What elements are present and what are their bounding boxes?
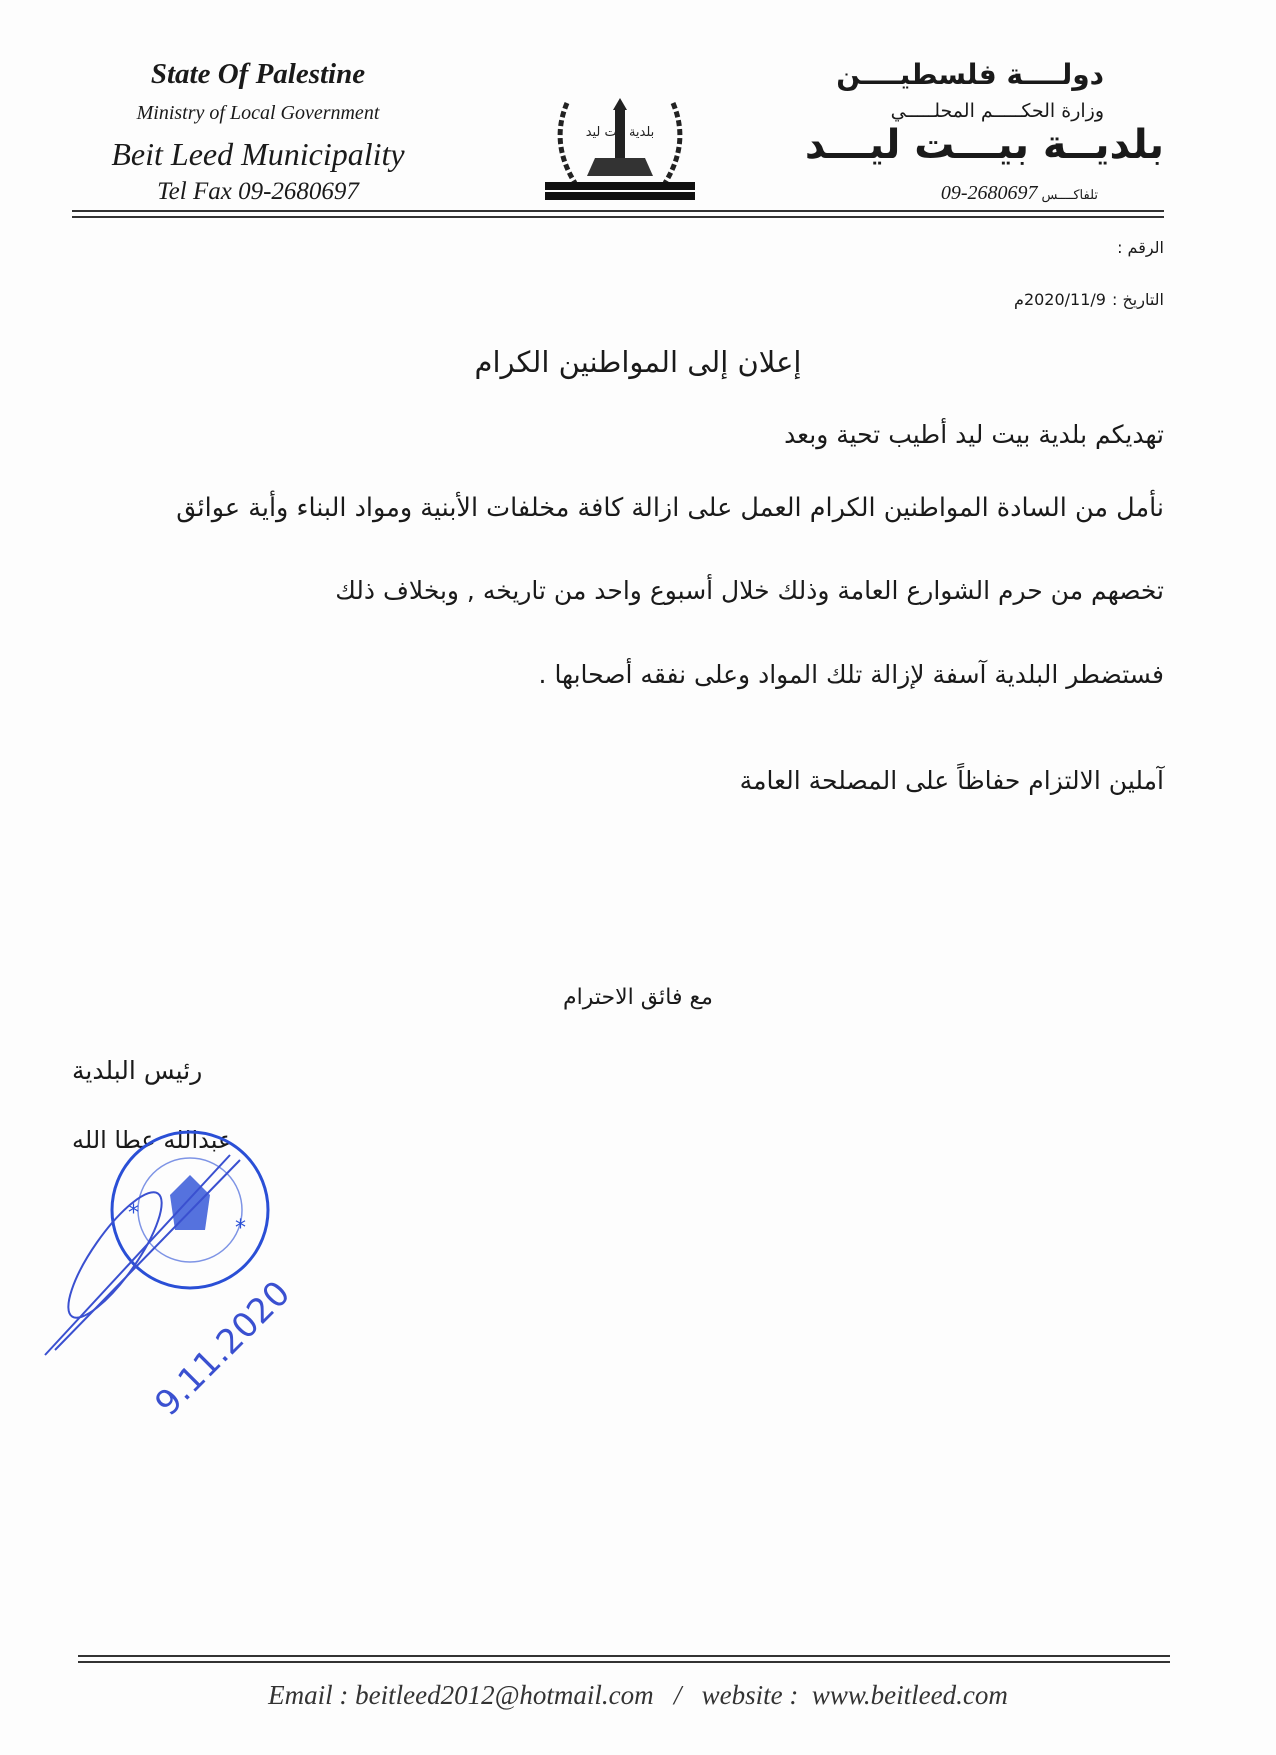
footer-contact	[0, 1680, 1276, 1711]
body-line: تهديكم بلدية بيت ليد أطيب تحية وبعد	[784, 420, 1164, 449]
body-line: فستضطر البلدية آسفة لإزالة تلك المواد وعلى نفقه أصحابها .	[538, 660, 1164, 689]
header-en-telfax: Tel Fax 09-2680697	[157, 178, 359, 205]
header-ar-municipality: بلديــة بيـــت ليـــد	[804, 122, 1164, 168]
date-label: التاريخ :	[1111, 290, 1164, 309]
date-value: 2020/11/9م	[1014, 290, 1106, 309]
header-ar-ministry: وزارة الحكـــــم المحلـــــي	[890, 100, 1104, 122]
announcement-title: إعلان إلى المواطنين الكرام	[474, 345, 802, 379]
website-label: website :	[701, 1680, 799, 1710]
signatory-name: عبدالله عطا الله	[72, 1126, 233, 1154]
email-label: Email :	[268, 1680, 349, 1710]
reference-number-label: الرقم :	[1117, 238, 1164, 257]
body-line: آملين الالتزام حفاظاً على المصلحة العامة	[739, 766, 1164, 795]
official-stamp-and-signature	[40, 1115, 299, 1424]
svg-text:*: *	[235, 1216, 246, 1241]
header-en-municipality: Beit Leed Municipality	[111, 136, 405, 172]
header-ar-state: دولــــة فلسطيــــن	[836, 58, 1104, 91]
svg-text:*: *	[128, 1201, 139, 1226]
body-line: تخصهم من حرم الشوارع العامة وذلك خلال أسبوع واحد من تاريخه , وبخلاف ذلك	[335, 576, 1164, 605]
header-ar-telfax	[941, 182, 1098, 205]
footer-divider	[78, 1661, 1170, 1663]
header-en-state: State Of Palestine	[150, 58, 366, 90]
footer-separator: /	[673, 1680, 682, 1710]
header-divider	[72, 210, 1164, 212]
closing-text: مع فائق الاحترام	[563, 985, 713, 1010]
header-divider	[72, 216, 1164, 218]
municipality-logo	[545, 88, 695, 203]
logo-text: بلدية بيت ليد	[585, 125, 655, 140]
body-line: نأمل من السادة المواطنين الكرام العمل على ازالة كافة مخلفات الأبنية ومواد البناء وأية عوائق	[176, 493, 1164, 523]
signatory-role: رئيس البلدية	[72, 1056, 203, 1085]
header-en-ministry: Ministry of Local Government	[136, 102, 380, 124]
handwritten-date: 9.11.2020	[147, 1273, 299, 1424]
email-link[interactable]: beitleed2012@hotmail.com	[355, 1680, 654, 1710]
footer-divider	[78, 1655, 1170, 1657]
telfax-label: تلفاكــــس	[1041, 187, 1098, 202]
date-line	[1014, 290, 1164, 309]
website-link[interactable]: www.beitleed.com	[811, 1680, 1008, 1710]
telfax-number: 09-2680697	[940, 182, 1038, 204]
